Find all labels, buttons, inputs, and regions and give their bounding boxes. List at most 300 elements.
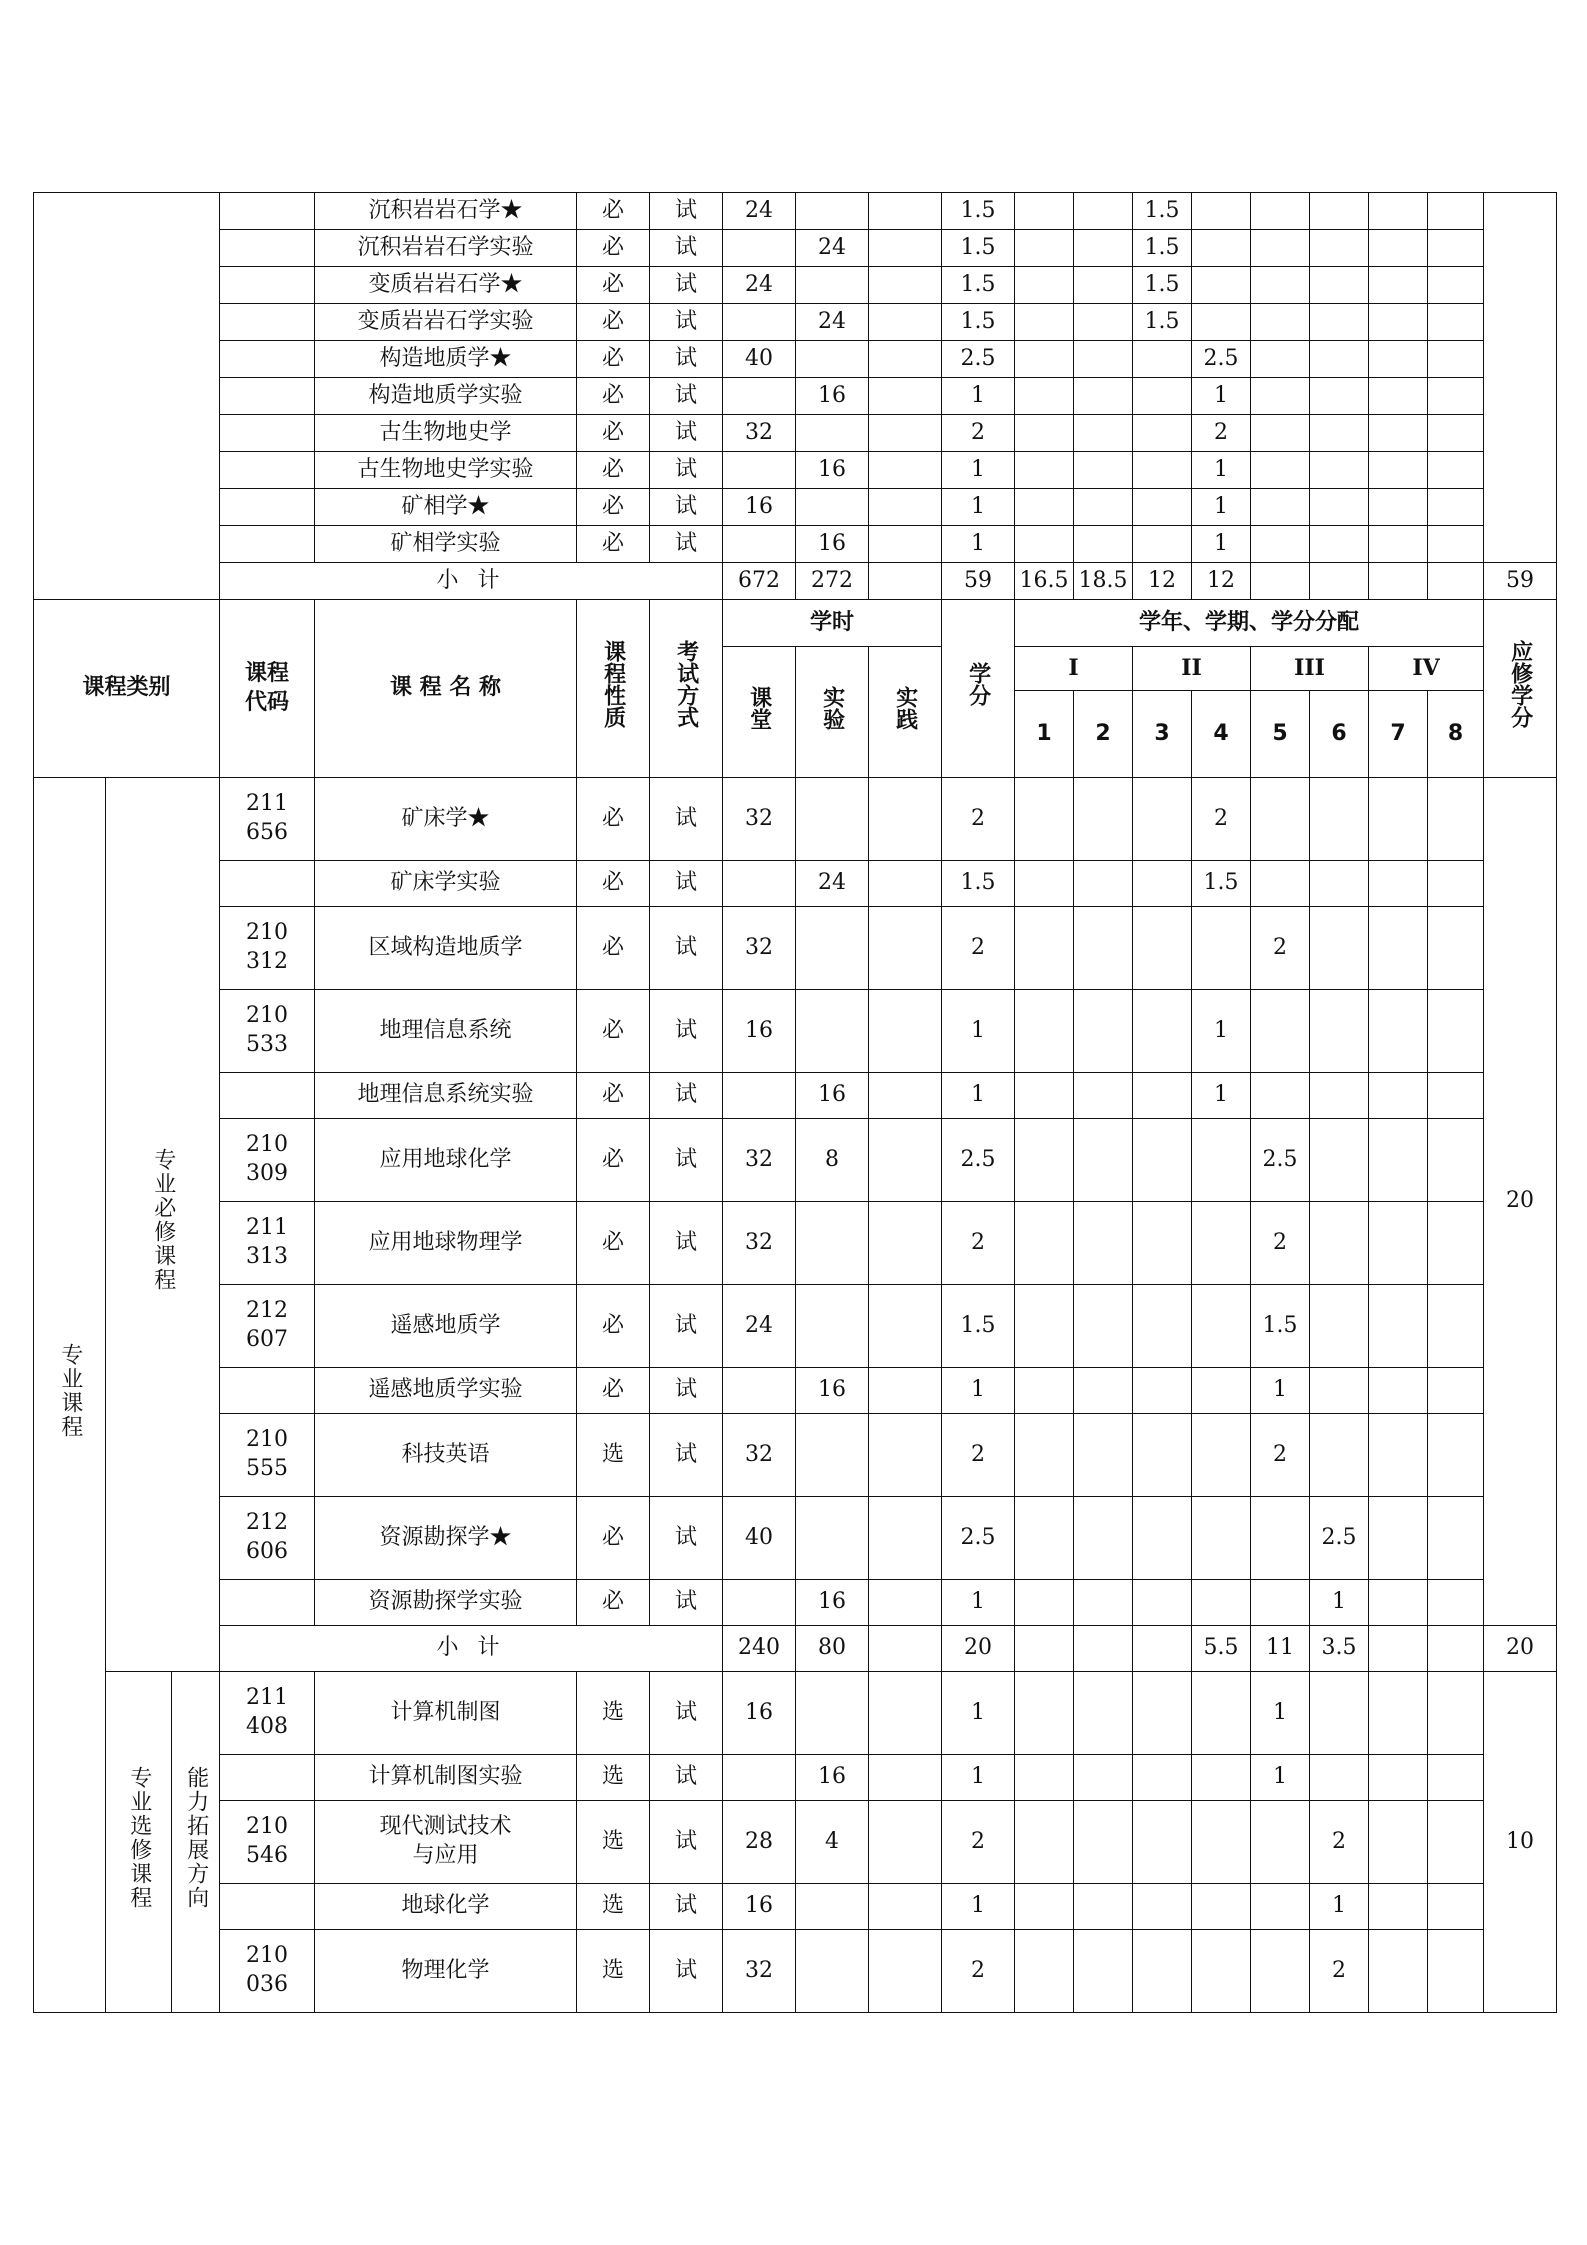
term-2 <box>1074 1755 1133 1801</box>
table-row <box>34 990 1557 1073</box>
credit-cell: 1 <box>942 526 1015 563</box>
course-code <box>220 1580 315 1626</box>
term-1 <box>1015 1073 1074 1119</box>
term-1 <box>1015 415 1074 452</box>
practice-hours <box>869 861 942 907</box>
exam-cell: 试 <box>650 1884 723 1930</box>
curriculum-table <box>33 192 1557 2013</box>
course-code <box>220 1368 315 1414</box>
term-6 <box>1310 1368 1369 1414</box>
code-part: 606 <box>246 1539 289 1564</box>
term-6 <box>1310 1073 1369 1119</box>
code-part: 607 <box>246 1327 289 1352</box>
exam-cell: 试 <box>650 415 723 452</box>
term-3: 12 <box>1133 563 1192 600</box>
table-row <box>34 1755 1557 1801</box>
term-2 <box>1074 861 1133 907</box>
term-1 <box>1015 1202 1074 1285</box>
term-8 <box>1428 1672 1484 1755</box>
course-code <box>220 1755 315 1801</box>
practice-hours <box>869 193 942 230</box>
category-cell-continued <box>34 193 220 600</box>
course-code <box>220 907 315 990</box>
nature-cell: 必 <box>577 1368 650 1414</box>
term-5 <box>1251 415 1310 452</box>
term-2: 18.5 <box>1074 563 1133 600</box>
exam-cell: 试 <box>650 1073 723 1119</box>
course-code <box>220 1801 315 1884</box>
term-1 <box>1015 452 1074 489</box>
header-term-6: 6 <box>1310 691 1369 778</box>
header-lecture <box>723 647 796 778</box>
credit-cell: 1.5 <box>942 1285 1015 1368</box>
course-name: 矿相学★ <box>315 489 577 526</box>
category-major-text: 专业课程 <box>57 1342 83 1439</box>
term-7 <box>1369 1930 1428 2013</box>
term-4 <box>1192 1884 1251 1930</box>
table-row <box>34 452 1557 489</box>
header-row <box>34 600 1557 647</box>
term-7 <box>1369 1414 1428 1497</box>
term-4: 1 <box>1192 452 1251 489</box>
term-5 <box>1251 267 1310 304</box>
lecture-hours: 32 <box>723 778 796 861</box>
practice-hours <box>869 1073 942 1119</box>
lab-hours <box>796 1285 869 1368</box>
table-row <box>34 489 1557 526</box>
exam-cell: 试 <box>650 1930 723 2013</box>
term-6 <box>1310 304 1369 341</box>
term-5: 1 <box>1251 1368 1310 1414</box>
required-credit-cell: 20 <box>1484 1626 1557 1672</box>
term-2 <box>1074 1497 1133 1580</box>
course-name <box>315 1755 577 1801</box>
required-credit-cell: 20 <box>1484 778 1557 1626</box>
header-year-3: III <box>1251 647 1369 691</box>
exam-cell: 试 <box>650 341 723 378</box>
term-5 <box>1251 990 1310 1073</box>
term-5 <box>1251 1930 1310 2013</box>
term-2 <box>1074 1801 1133 1884</box>
course-name: 资源勘探学实验 <box>315 1580 577 1626</box>
credit-cell: 1.5 <box>942 304 1015 341</box>
term-1 <box>1015 1414 1074 1497</box>
lecture-hours: 32 <box>723 415 796 452</box>
practice-hours <box>869 489 942 526</box>
term-6: 3.5 <box>1310 1626 1369 1672</box>
course-code <box>220 1414 315 1497</box>
nature-cell: 必 <box>577 193 650 230</box>
lecture-hours: 24 <box>723 193 796 230</box>
course-name: 科技英语 <box>315 1414 577 1497</box>
lecture-hours <box>723 1368 796 1414</box>
header-code <box>220 600 315 778</box>
term-7 <box>1369 907 1428 990</box>
lecture-hours: 32 <box>723 907 796 990</box>
table-row <box>34 1884 1557 1930</box>
term-3 <box>1133 1930 1192 2013</box>
code-part: 210 <box>246 1814 289 1840</box>
code-cell <box>220 415 315 452</box>
course-code <box>220 990 315 1073</box>
term-8 <box>1428 563 1484 600</box>
header-term-5: 5 <box>1251 691 1310 778</box>
header-year-2: II <box>1133 647 1251 691</box>
term-7 <box>1369 526 1428 563</box>
term-1 <box>1015 341 1074 378</box>
term-7 <box>1369 341 1428 378</box>
lab-hours <box>796 489 869 526</box>
course-name: 构造地质学实验 <box>315 378 577 415</box>
term-5 <box>1251 452 1310 489</box>
term-4 <box>1192 1755 1251 1801</box>
term-3 <box>1133 1580 1192 1626</box>
credit-cell: 2 <box>942 1801 1015 1884</box>
practice-hours <box>869 1930 942 2013</box>
course-name <box>315 1930 577 2013</box>
code-part: 555 <box>246 1456 289 1481</box>
term-6 <box>1310 563 1369 600</box>
table-row <box>34 1285 1557 1368</box>
lecture-hours <box>723 1073 796 1119</box>
lecture-hours <box>723 230 796 267</box>
subtotal-label: 小 计 <box>220 563 723 600</box>
lecture-hours: 240 <box>723 1626 796 1672</box>
table-row <box>34 304 1557 341</box>
term-2 <box>1074 230 1133 267</box>
lab-hours <box>796 415 869 452</box>
term-4: 2 <box>1192 778 1251 861</box>
term-1 <box>1015 193 1074 230</box>
course-name: 矿相学实验 <box>315 526 577 563</box>
term-6: 2.5 <box>1310 1497 1369 1580</box>
nature-cell: 必 <box>577 341 650 378</box>
header-nature <box>577 600 650 778</box>
nature-cell: 选 <box>577 1672 650 1755</box>
nature-cell: 选 <box>577 1414 650 1497</box>
term-3 <box>1133 1672 1192 1755</box>
term-2 <box>1074 489 1133 526</box>
header-exam-text: 考试方式 <box>673 640 699 729</box>
course-name: 变质岩岩石学实验 <box>315 304 577 341</box>
lab-hours: 16 <box>796 1755 869 1801</box>
term-1 <box>1015 1368 1074 1414</box>
nature-cell: 必 <box>577 489 650 526</box>
term-4 <box>1192 1414 1251 1497</box>
course-name: 古生物地史学实验 <box>315 452 577 489</box>
lab-hours <box>796 1672 869 1755</box>
code-cell <box>220 378 315 415</box>
course-name: 资源勘探学★ <box>315 1497 577 1580</box>
lab-hours <box>796 267 869 304</box>
lecture-hours: 32 <box>723 1414 796 1497</box>
credit-cell: 2.5 <box>942 341 1015 378</box>
exam-cell: 试 <box>650 990 723 1073</box>
term-2 <box>1074 907 1133 990</box>
course-code <box>220 861 315 907</box>
header-required-credit <box>1484 600 1557 778</box>
code-part: 210 <box>246 1003 289 1029</box>
credit-cell: 1.5 <box>942 230 1015 267</box>
course-name: 变质岩岩石学★ <box>315 267 577 304</box>
table-row <box>34 1580 1557 1626</box>
code-part: 211 <box>246 1215 289 1241</box>
header-year-1: I <box>1015 647 1133 691</box>
term-5 <box>1251 341 1310 378</box>
term-7 <box>1369 1285 1428 1368</box>
credit-cell: 1 <box>942 1755 1015 1801</box>
term-5: 11 <box>1251 1626 1310 1672</box>
term-3 <box>1133 1202 1192 1285</box>
term-4: 12 <box>1192 563 1251 600</box>
lecture-hours: 40 <box>723 341 796 378</box>
term-5 <box>1251 230 1310 267</box>
lab-hours <box>796 907 869 990</box>
term-4: 1 <box>1192 990 1251 1073</box>
header-category: 课程类别 <box>34 600 220 778</box>
term-2 <box>1074 452 1133 489</box>
lecture-hours <box>723 1755 796 1801</box>
nature-cell: 必 <box>577 230 650 267</box>
term-7 <box>1369 489 1428 526</box>
header-distribution: 学年、学期、学分分配 <box>1015 600 1484 647</box>
exam-cell: 试 <box>650 1672 723 1755</box>
term-1 <box>1015 1930 1074 2013</box>
term-7 <box>1369 563 1428 600</box>
course-name-line: 计算机制图实验 <box>368 1764 523 1790</box>
credit-cell: 1 <box>942 990 1015 1073</box>
term-6 <box>1310 907 1369 990</box>
credit-cell: 1 <box>942 378 1015 415</box>
term-5 <box>1251 1884 1310 1930</box>
lecture-hours: 16 <box>723 1884 796 1930</box>
term-1 <box>1015 778 1074 861</box>
header-lab-text: 实验 <box>819 685 845 730</box>
header-name: 课 程 名 称 <box>315 600 577 778</box>
header-credit <box>942 600 1015 778</box>
nature-cell: 必 <box>577 452 650 489</box>
practice-hours <box>869 1368 942 1414</box>
practice-hours <box>869 1285 942 1368</box>
header-hours: 学时 <box>723 600 942 647</box>
lab-hours: 16 <box>796 1580 869 1626</box>
lecture-hours <box>723 452 796 489</box>
term-5 <box>1251 526 1310 563</box>
term-1 <box>1015 1497 1074 1580</box>
lab-hours <box>796 1414 869 1497</box>
practice-hours <box>869 990 942 1073</box>
term-7 <box>1369 1626 1428 1672</box>
course-name-line: 地球化学 <box>401 1893 490 1919</box>
term-8 <box>1428 1801 1484 1884</box>
lab-hours: 16 <box>796 452 869 489</box>
code-cell <box>220 304 315 341</box>
term-4: 1 <box>1192 526 1251 563</box>
course-code <box>220 1884 315 1930</box>
table-row <box>34 267 1557 304</box>
credit-cell: 59 <box>942 563 1015 600</box>
required-credit-cell: 10 <box>1484 1672 1557 2013</box>
term-3 <box>1133 1368 1192 1414</box>
term-1 <box>1015 1285 1074 1368</box>
term-2 <box>1074 990 1133 1073</box>
course-name: 沉积岩岩石学实验 <box>315 230 577 267</box>
term-8 <box>1428 304 1484 341</box>
code-part: 309 <box>246 1161 289 1186</box>
practice-hours <box>869 1119 942 1202</box>
term-3 <box>1133 1073 1192 1119</box>
term-8 <box>1428 378 1484 415</box>
lecture-hours <box>723 526 796 563</box>
term-8 <box>1428 1884 1484 1930</box>
term-4 <box>1192 267 1251 304</box>
term-6 <box>1310 1672 1369 1755</box>
term-4: 1 <box>1192 1073 1251 1119</box>
course-name <box>315 1884 577 1930</box>
nature-cell: 必 <box>577 1285 650 1368</box>
code-cell <box>220 341 315 378</box>
term-3 <box>1133 907 1192 990</box>
term-7 <box>1369 230 1428 267</box>
code-part: 408 <box>246 1714 289 1739</box>
term-7 <box>1369 415 1428 452</box>
credit-cell: 2 <box>942 907 1015 990</box>
course-name <box>315 1801 577 1884</box>
course-name: 区域构造地质学 <box>315 907 577 990</box>
credit-cell: 1 <box>942 1580 1015 1626</box>
header-term-3: 3 <box>1133 691 1192 778</box>
term-5: 1.5 <box>1251 1285 1310 1368</box>
header-term-4: 4 <box>1192 691 1251 778</box>
exam-cell: 试 <box>650 1580 723 1626</box>
table-row <box>34 1497 1557 1580</box>
header-practice <box>869 647 942 778</box>
term-8 <box>1428 489 1484 526</box>
term-4 <box>1192 1930 1251 2013</box>
lab-hours <box>796 1497 869 1580</box>
exam-cell: 试 <box>650 230 723 267</box>
lab-hours: 4 <box>796 1801 869 1884</box>
term-7 <box>1369 378 1428 415</box>
practice-hours <box>869 267 942 304</box>
term-2 <box>1074 1119 1133 1202</box>
lecture-hours: 32 <box>723 1119 796 1202</box>
code-part: 533 <box>246 1032 289 1057</box>
subtotal-label: 小 计 <box>220 1626 723 1672</box>
term-3 <box>1133 1626 1192 1672</box>
term-8 <box>1428 1285 1484 1368</box>
practice-hours <box>869 1414 942 1497</box>
lecture-hours <box>723 378 796 415</box>
term-7 <box>1369 193 1428 230</box>
term-4: 1 <box>1192 489 1251 526</box>
code-part: 656 <box>246 820 289 845</box>
header-term-2: 2 <box>1074 691 1133 778</box>
lab-hours: 80 <box>796 1626 869 1672</box>
term-4: 5.5 <box>1192 1626 1251 1672</box>
term-1 <box>1015 990 1074 1073</box>
lab-hours: 272 <box>796 563 869 600</box>
lab-hours: 24 <box>796 304 869 341</box>
code-cell <box>220 193 315 230</box>
term-3 <box>1133 1285 1192 1368</box>
term-1 <box>1015 861 1074 907</box>
code-cell <box>220 230 315 267</box>
term-2 <box>1074 1930 1133 2013</box>
exam-cell: 试 <box>650 1414 723 1497</box>
term-7 <box>1369 1202 1428 1285</box>
term-5 <box>1251 304 1310 341</box>
header-lab <box>796 647 869 778</box>
term-3 <box>1133 861 1192 907</box>
term-5: 1 <box>1251 1672 1310 1755</box>
term-7 <box>1369 778 1428 861</box>
term-8 <box>1428 1930 1484 2013</box>
term-8 <box>1428 1626 1484 1672</box>
term-7 <box>1369 1801 1428 1884</box>
term-6 <box>1310 341 1369 378</box>
term-7 <box>1369 1755 1428 1801</box>
term-6 <box>1310 778 1369 861</box>
nature-cell: 必 <box>577 907 650 990</box>
term-1 <box>1015 304 1074 341</box>
term-1 <box>1015 230 1074 267</box>
credit-cell: 2 <box>942 415 1015 452</box>
lab-hours: 16 <box>796 1368 869 1414</box>
term-8 <box>1428 861 1484 907</box>
term-2 <box>1074 193 1133 230</box>
term-3: 1.5 <box>1133 267 1192 304</box>
lecture-hours: 16 <box>723 489 796 526</box>
term-1: 16.5 <box>1015 563 1074 600</box>
course-name: 遥感地质学 <box>315 1285 577 1368</box>
term-8 <box>1428 230 1484 267</box>
exam-cell: 试 <box>650 378 723 415</box>
code-part: 036 <box>246 1972 289 1997</box>
term-8 <box>1428 415 1484 452</box>
term-5 <box>1251 489 1310 526</box>
term-5: 2.5 <box>1251 1119 1310 1202</box>
practice-hours <box>869 907 942 990</box>
term-1 <box>1015 489 1074 526</box>
exam-cell: 试 <box>650 489 723 526</box>
course-code <box>220 1672 315 1755</box>
term-7 <box>1369 1119 1428 1202</box>
course-name-line: 现代测试技术 <box>379 1814 512 1840</box>
credit-cell: 2.5 <box>942 1119 1015 1202</box>
subtotal-row <box>34 563 1557 600</box>
code-cell <box>220 489 315 526</box>
term-4 <box>1192 230 1251 267</box>
lab-hours <box>796 1202 869 1285</box>
term-2 <box>1074 778 1133 861</box>
term-2 <box>1074 304 1133 341</box>
term-8 <box>1428 778 1484 861</box>
lecture-hours: 24 <box>723 1285 796 1368</box>
header-term-8: 8 <box>1428 691 1484 778</box>
nature-cell: 必 <box>577 778 650 861</box>
term-8 <box>1428 1497 1484 1580</box>
nature-cell: 选 <box>577 1884 650 1930</box>
nature-cell: 必 <box>577 378 650 415</box>
term-8 <box>1428 1414 1484 1497</box>
term-1 <box>1015 1119 1074 1202</box>
term-6: 2 <box>1310 1801 1369 1884</box>
term-8 <box>1428 452 1484 489</box>
code-cell <box>220 452 315 489</box>
practice-hours <box>869 415 942 452</box>
lab-hours <box>796 193 869 230</box>
